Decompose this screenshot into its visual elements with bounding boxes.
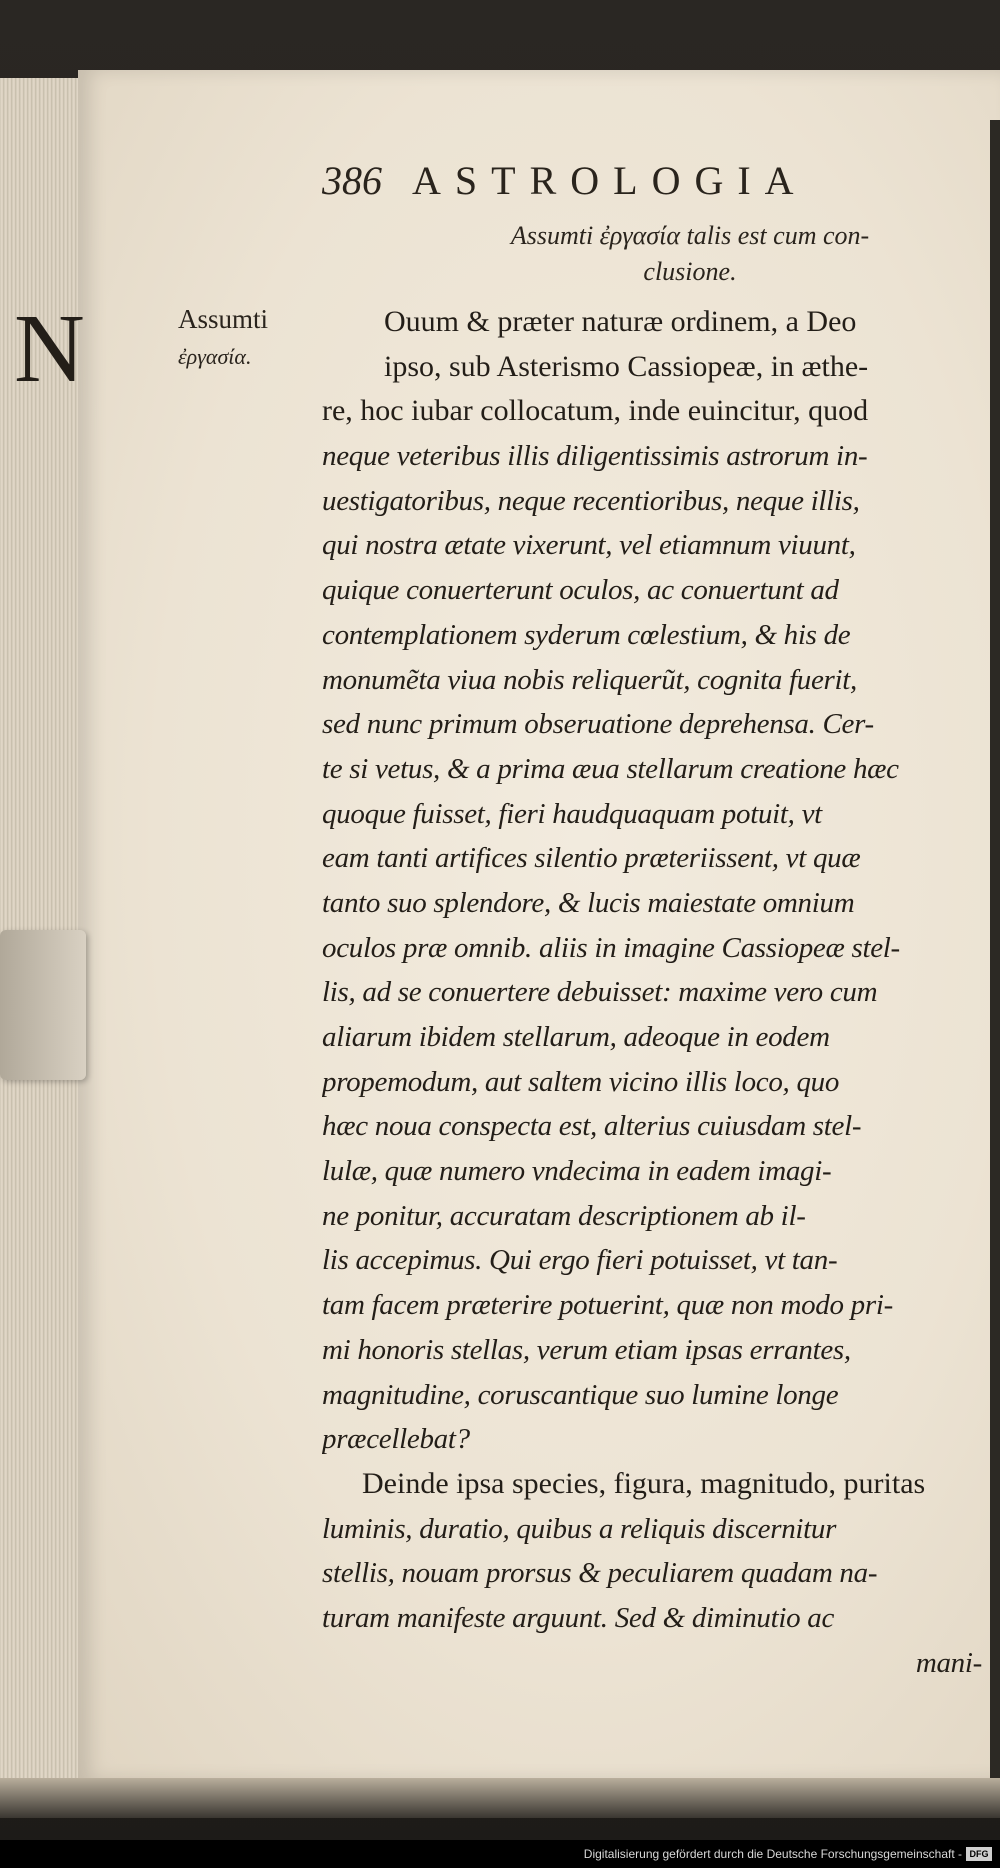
margin-note-line: ἐργασία. [178, 344, 252, 369]
text-line: quoque fuisset, fieri haudquaquam potuit, vt [322, 797, 822, 830]
text-line: Deinde ipsa species, figura, magnitudo, puritas [362, 1466, 926, 1500]
subtitle-line: clusione. [643, 257, 737, 286]
text-line: qui nostra ætate vixerunt, vel etiamnum viuunt, [322, 529, 856, 562]
margin-note-line: Assumti [178, 304, 269, 334]
dfg-logo: DFG [966, 1847, 992, 1861]
text-line: stellis, nouam prorsus & peculiarem quadam na- [322, 1557, 878, 1590]
drop-cap: N [14, 295, 85, 403]
text-line: neque veteribus illis diligentissimis astrorum in- [322, 440, 868, 473]
text-line: lis accepimus. Qui ergo fieri potuisset, vt tan- [322, 1244, 838, 1277]
text-line: tam facem præterire potuerint, quæ non modo pri- [322, 1289, 893, 1322]
running-head: ASTROLOGIA [412, 158, 808, 203]
page-header [322, 155, 982, 205]
text-line: lulæ, quæ numero vndecima in eadem imagi- [322, 1155, 832, 1188]
text-line: te si vetus, & a prima æua stellarum creatione hæc [322, 752, 899, 785]
text-line: luminis, duratio, quibus a reliquis discernitur [322, 1512, 837, 1545]
text-line: quique conuerterunt oculos, ac conuertunt ad [322, 574, 839, 607]
text-line: tanto suo splendore, & lucis maiestate omnium [322, 886, 855, 919]
text-line: aliarum ibidem stellarum, adeoque in eodem [322, 1021, 830, 1053]
footer-text: Digitalisierung gefördert durch die Deutsche Forschungsgemeinschaft - [583, 1847, 962, 1861]
body-text [322, 300, 982, 1685]
catchword: mani- [915, 1646, 982, 1679]
page-number: 386 [322, 158, 382, 203]
text-line: oculos præ omnib. aliis in imagine Cassiopeæ stel- [322, 931, 900, 964]
footer-bar [0, 1840, 1000, 1868]
page-clip [0, 930, 86, 1080]
right-edge [990, 120, 1000, 1780]
text-line: mi honoris stellas, verum etiam ipsas errantes, [322, 1333, 851, 1366]
subtitle-line: Assumti ἐργασία talis est cum con- [510, 221, 870, 250]
text-line: monumẽta viua nobis reliquerũt, cognita fuerit, [322, 663, 857, 696]
text-line: Ouum & præter naturæ ordinem, a Deo [384, 305, 857, 338]
section-subtitle [430, 218, 950, 290]
text-line: hæc noua conspecta est, alterius cuiusdam stel- [322, 1110, 862, 1143]
text-line: eam tanti artifices silentio præteriissent, vt quæ [322, 842, 861, 875]
text-line: præcellebat? [322, 1423, 470, 1456]
margin-note [178, 300, 308, 376]
text-line: turam manifeste arguunt. Sed & diminutio ac [322, 1601, 835, 1634]
text-line: magnitudine, coruscantique suo lumine longe [322, 1378, 839, 1411]
text-line: re, hoc iubar collocatum, inde euincitur, quod [322, 394, 869, 428]
text-line: ipso, sub Asterismo Cassiopeæ, in æthe- [384, 349, 869, 383]
bottom-edge [0, 1778, 1000, 1818]
text-line: uestigatoribus, neque recentioribus, neque illis, [322, 484, 860, 517]
text-line: contemplationem syderum cœlestium, & his de [322, 618, 851, 651]
text-line: ne ponitur, accuratam descriptionem ab il- [322, 1199, 806, 1232]
text-line: sed nunc primum obseruatione deprehensa. Cer- [322, 708, 874, 741]
text-line: lis, ad se conuertere debuisset: maxime vero cum [322, 976, 878, 1009]
text-line: propemodum, aut saltem vicino illis loco, quo [322, 1065, 840, 1098]
